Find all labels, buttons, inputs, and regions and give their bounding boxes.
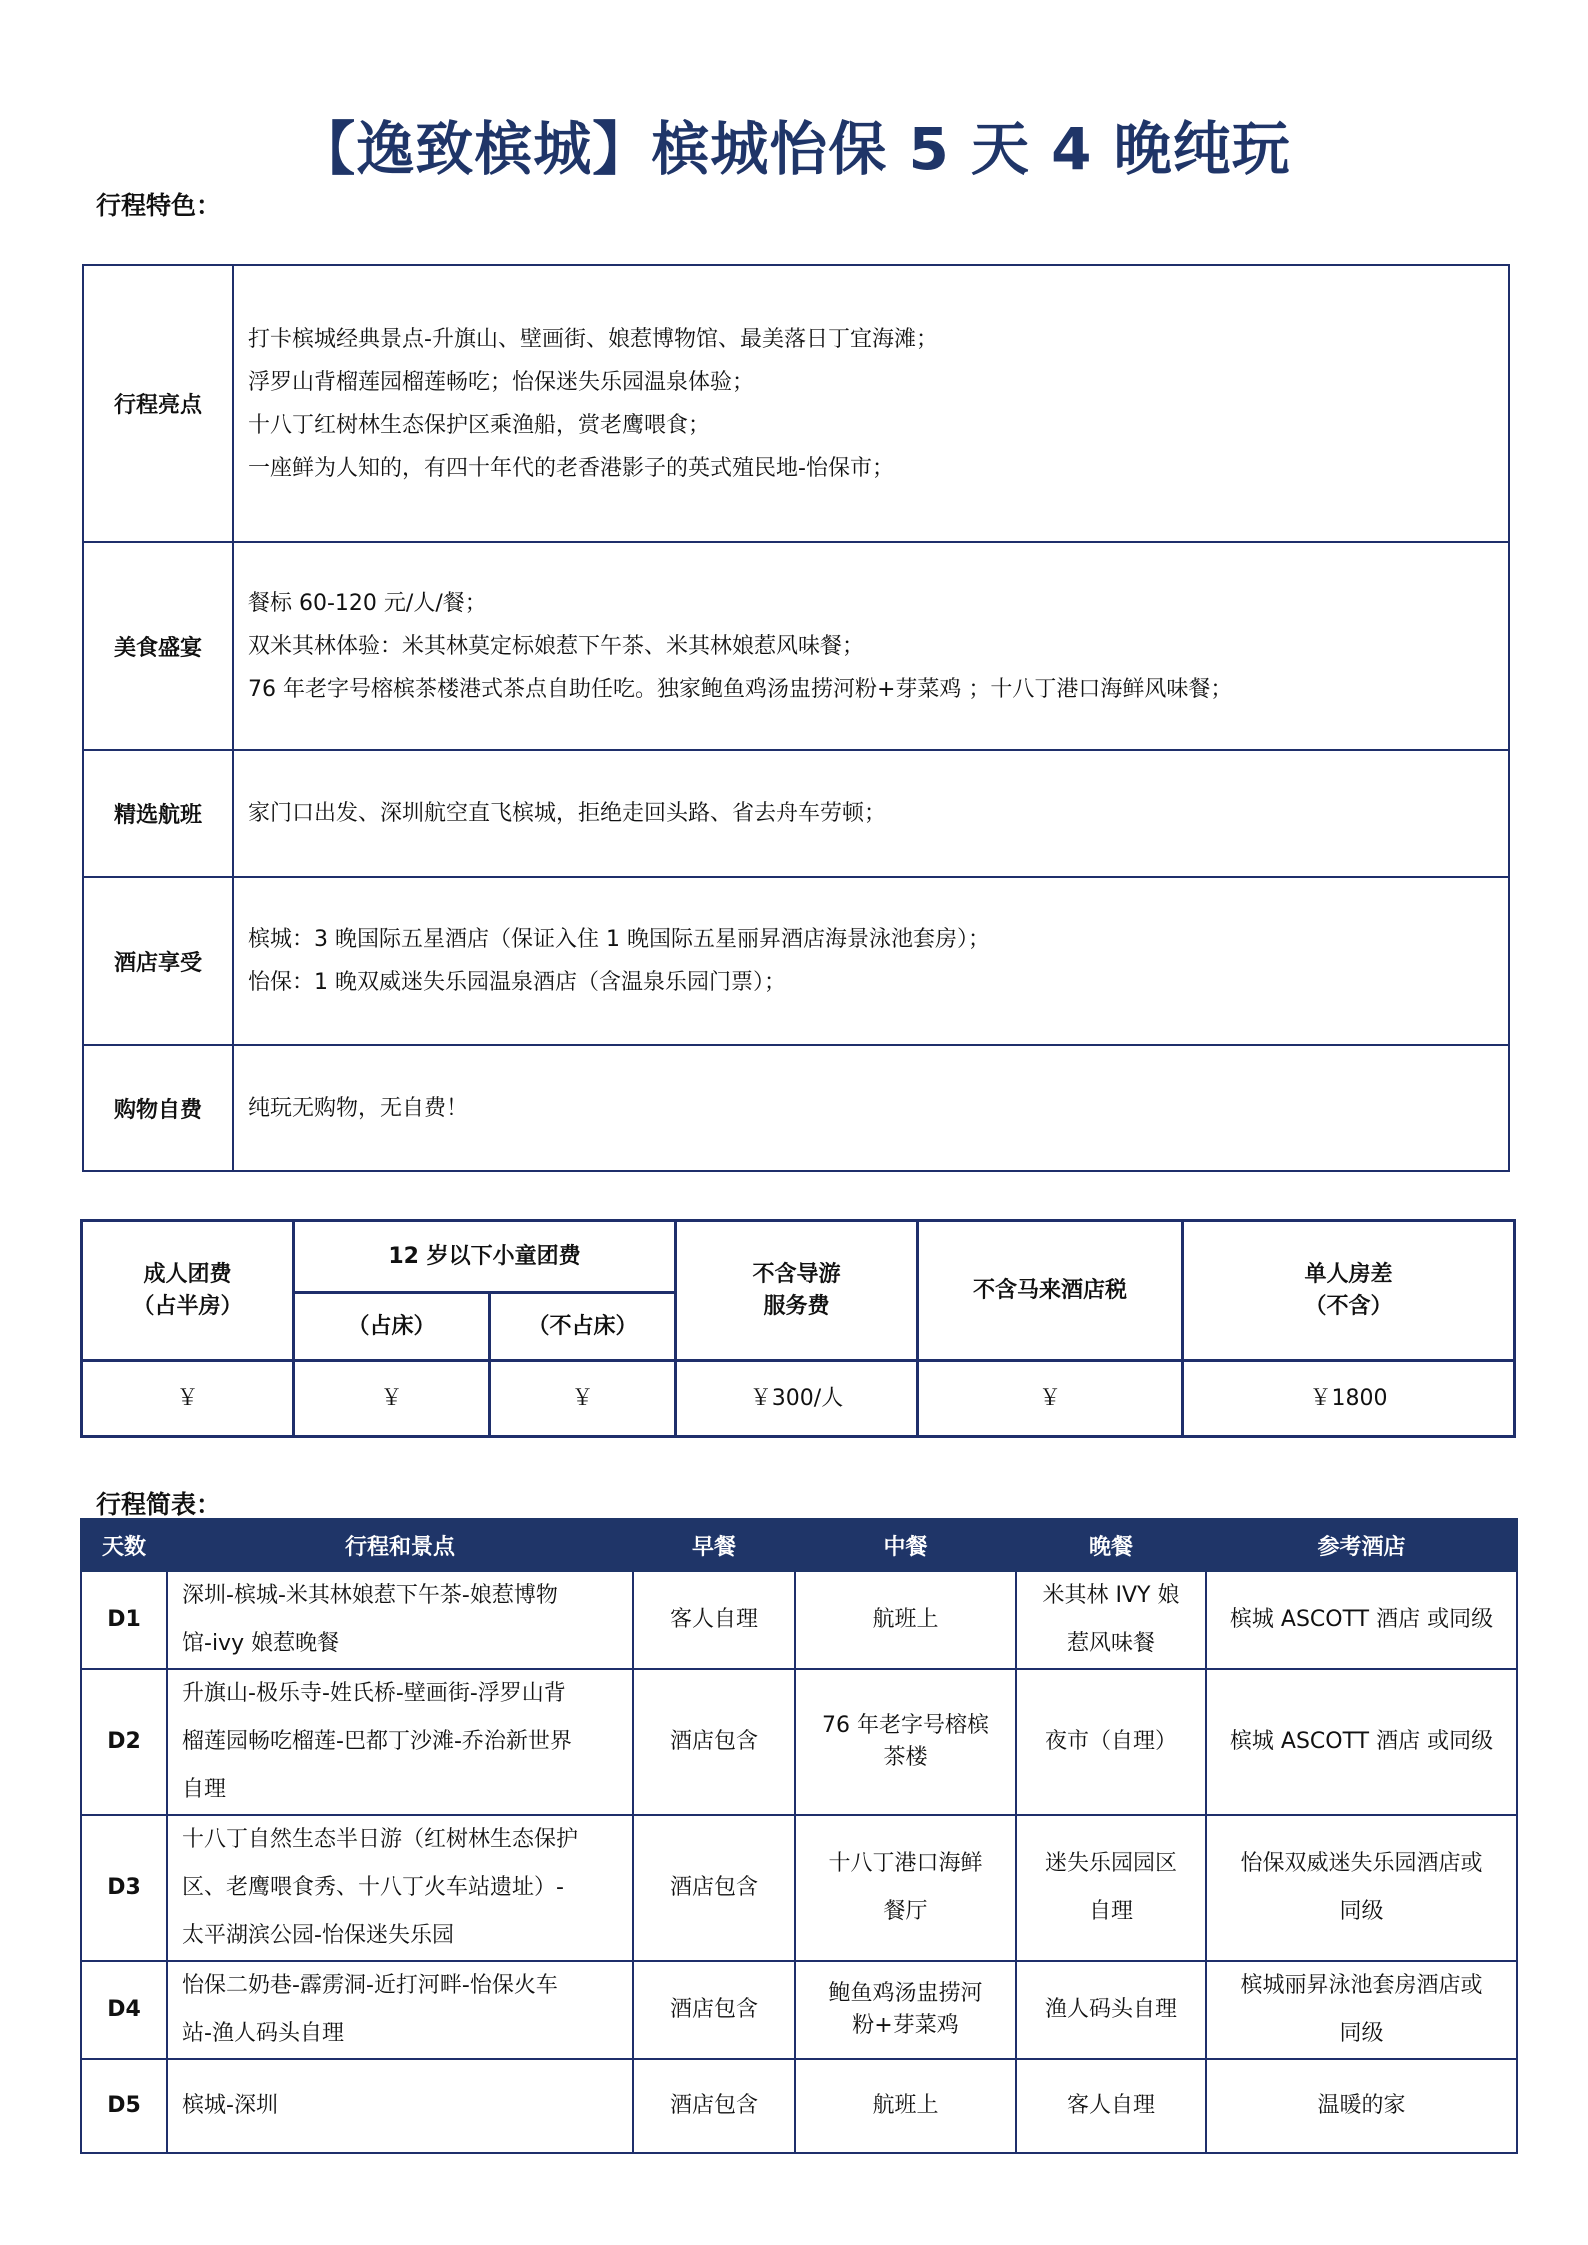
itinerary-header-row <box>81 1519 1517 1571</box>
route-line: 区、老鹰喂食秀、十八丁火车站遗址）- <box>182 1875 564 1900</box>
feature-row-shopping <box>83 1045 1509 1171</box>
feature-content <box>233 265 1509 542</box>
day-cell: D1 <box>81 1571 167 1669</box>
feature-line: 浮罗山背榴莲园榴莲畅吃；怡保迷失乐园温泉体验； <box>248 369 755 395</box>
feature-content <box>233 1045 1509 1171</box>
price-value-row <box>82 1361 1515 1437</box>
lunch-cell <box>795 1815 1016 1961</box>
route-line: 太平湖滨公园-怡保迷失乐园 <box>182 1923 454 1948</box>
route-cell <box>167 1961 633 2059</box>
feature-row-flight <box>83 750 1509 877</box>
price-value: ￥1800 <box>1183 1361 1515 1437</box>
dinner-line: 夜市（自理） <box>1044 1729 1177 1754</box>
feature-line: 家门口出发、深圳航空直飞槟城，拒绝走回头路、省去舟车劳顿； <box>248 801 887 826</box>
table-row <box>81 1571 1517 1669</box>
route-line: 深圳-槟城-米其林娘惹下午茶-娘惹博物 <box>182 1583 558 1608</box>
price-table <box>80 1219 1516 1438</box>
dinner-line: 惹风味餐 <box>1066 1631 1155 1656</box>
hotel-cell <box>1206 1571 1517 1669</box>
adult-fee-note: （占半房） <box>132 1293 243 1319</box>
single-supplement-title: 单人房差 <box>1304 1261 1393 1287</box>
feature-line: 一座鲜为人知的，有四十年代的老香港影子的英式殖民地-怡保市； <box>248 455 894 481</box>
feature-label: 美食盛宴 <box>83 542 233 750</box>
dinner-line: 迷失乐园园区 <box>1044 1851 1177 1876</box>
dinner-line: 自理 <box>1088 1899 1133 1924</box>
price-value: ￥ <box>918 1361 1183 1437</box>
feature-row-hotel <box>83 877 1509 1045</box>
feature-label: 精选航班 <box>83 750 233 877</box>
feature-content <box>233 750 1509 877</box>
table-row <box>81 2059 1517 2153</box>
breakfast-cell: 酒店包含 <box>633 2059 795 2153</box>
day-cell: D5 <box>81 2059 167 2153</box>
dinner-cell <box>1016 1815 1206 1961</box>
dinner-cell <box>1016 2059 1206 2153</box>
lunch-line: 茶楼 <box>883 1745 928 1770</box>
guide-fee-title: 不含导游 <box>752 1261 841 1287</box>
breakfast-cell: 酒店包含 <box>633 1961 795 2059</box>
features-section-label: 行程特色： <box>96 191 222 220</box>
dinner-line: 客人自理 <box>1066 2093 1155 2118</box>
feature-line: 十八丁红树林生态保护区乘渔船，赏老鹰喂食； <box>248 412 711 438</box>
hotel-cell <box>1206 2059 1517 2153</box>
feature-label: 购物自费 <box>83 1045 233 1171</box>
page-title: 【逸致槟城】槟城怡保 5 天 4 晚纯玩 <box>297 115 1291 183</box>
price-value: ￥ <box>82 1361 294 1437</box>
route-line: 怡保二奶巷-霹雳洞-近打河畔-怡保火车 <box>182 1973 558 1998</box>
hotel-tax-header: 不含马来酒店税 <box>918 1221 1183 1361</box>
dinner-cell <box>1016 1571 1206 1669</box>
feature-label: 行程亮点 <box>83 265 233 542</box>
breakfast-cell: 酒店包含 <box>633 1669 795 1815</box>
hotel-line: 同级 <box>1339 2021 1384 2046</box>
header-dinner: 晚餐 <box>1016 1519 1206 1571</box>
price-value: ￥300/人 <box>676 1361 918 1437</box>
header-breakfast: 早餐 <box>633 1519 795 1571</box>
hotel-cell <box>1206 1815 1517 1961</box>
hotel-line: 温暖的家 <box>1317 2093 1406 2118</box>
feature-row-food <box>83 542 1509 750</box>
adult-fee-header <box>82 1221 294 1361</box>
day-cell: D3 <box>81 1815 167 1961</box>
hotel-line: 槟城丽昇泳池套房酒店或 <box>1240 1973 1483 1998</box>
table-row <box>81 1815 1517 1961</box>
feature-row-highlights <box>83 265 1509 542</box>
feature-line: 餐标 60-120 元/人/餐； <box>248 590 487 616</box>
breakfast-cell: 酒店包含 <box>633 1815 795 1961</box>
header-hotel: 参考酒店 <box>1206 1519 1517 1571</box>
dinner-line: 米其林 IVY 娘 <box>1042 1583 1180 1608</box>
header-day: 天数 <box>81 1519 167 1571</box>
breakfast-cell: 客人自理 <box>633 1571 795 1669</box>
feature-line: 76 年老字号榕槟茶楼港式茶点自助任吃。独家鲍鱼鸡汤盅捞河粉+芽菜鸡 ；十八丁港口海鲜风味餐； <box>248 676 1233 702</box>
route-line: 十八丁自然生态半日游（红树林生态保护 <box>182 1827 579 1852</box>
table-row <box>81 1961 1517 2059</box>
itinerary-table <box>80 1518 1518 2154</box>
dinner-line: 渔人码头自理 <box>1044 1997 1177 2022</box>
header-route: 行程和景点 <box>167 1519 633 1571</box>
route-line: 榴莲园畅吃榴莲-巴都丁沙滩-乔治新世界 <box>182 1729 572 1754</box>
single-supplement-note: （不含） <box>1304 1293 1393 1319</box>
feature-line: 打卡槟城经典景点-升旗山、壁画街、娘惹博物馆、最美落日丁宜海滩； <box>248 326 938 352</box>
price-value: ￥ <box>490 1361 676 1437</box>
hotel-cell <box>1206 1961 1517 2059</box>
day-cell: D4 <box>81 1961 167 2059</box>
lunch-cell <box>795 2059 1016 2153</box>
child-nobed-header: （不占床） <box>490 1293 676 1361</box>
lunch-line: 粉+芽菜鸡 <box>852 2013 959 2038</box>
route-cell <box>167 1571 633 1669</box>
hotel-line: 槟城 ASCOTT 酒店 或同级 <box>1229 1607 1494 1632</box>
adult-fee-title: 成人团费 <box>143 1261 232 1287</box>
route-cell <box>167 2059 633 2153</box>
hotel-line: 怡保双威迷失乐园酒店或 <box>1240 1851 1483 1876</box>
lunch-line: 鲍鱼鸡汤盅捞河 <box>828 1981 983 2006</box>
route-cell <box>167 1669 633 1815</box>
header-lunch: 中餐 <box>795 1519 1016 1571</box>
features-table <box>82 264 1510 1172</box>
feature-content <box>233 877 1509 1045</box>
lunch-line: 航班上 <box>872 1607 939 1632</box>
lunch-cell <box>795 1571 1016 1669</box>
day-cell: D2 <box>81 1669 167 1815</box>
route-line: 槟城-深圳 <box>182 2093 278 2118</box>
lunch-cell <box>795 1669 1016 1815</box>
child-fee-header: 12 岁以下小童团费 <box>294 1221 676 1293</box>
dinner-cell <box>1016 1669 1206 1815</box>
single-supplement-header <box>1183 1221 1515 1361</box>
feature-line: 槟城：3 晚国际五星酒店（保证入住 1 晚国际五星丽昇酒店海景泳池套房）； <box>248 927 990 952</box>
lunch-line: 航班上 <box>872 2093 939 2118</box>
guide-fee-note: 服务费 <box>763 1293 830 1319</box>
route-line: 自理 <box>182 1777 227 1802</box>
itinerary-section-label: 行程简表： <box>96 1490 222 1519</box>
route-cell <box>167 1815 633 1961</box>
lunch-line: 十八丁港口海鲜 <box>828 1851 983 1876</box>
hotel-line: 槟城 ASCOTT 酒店 或同级 <box>1229 1729 1494 1754</box>
price-header-row <box>82 1221 1515 1293</box>
route-line: 馆-ivy 娘惹晚餐 <box>182 1631 340 1656</box>
feature-label: 酒店享受 <box>83 877 233 1045</box>
hotel-cell <box>1206 1669 1517 1815</box>
feature-line: 双米其林体验：米其林莫定标娘惹下午茶、米其林娘惹风味餐； <box>248 633 865 659</box>
lunch-cell <box>795 1961 1016 2059</box>
child-bed-header: （占床） <box>294 1293 490 1361</box>
price-value: ￥ <box>294 1361 490 1437</box>
route-line: 站-渔人码头自理 <box>182 2021 344 2046</box>
hotel-line: 同级 <box>1339 1899 1384 1924</box>
feature-content <box>233 542 1509 750</box>
guide-fee-header <box>676 1221 918 1361</box>
feature-line: 纯玩无购物，无自费！ <box>248 1095 469 1121</box>
lunch-line: 餐厅 <box>883 1899 928 1924</box>
route-line: 升旗山-极乐寺-姓氏桥-壁画街-浮罗山背 <box>182 1681 566 1706</box>
feature-line: 怡保：1 晚双威迷失乐园温泉酒店（含温泉乐园门票）； <box>248 970 786 995</box>
dinner-cell <box>1016 1961 1206 2059</box>
lunch-line: 76 年老字号榕槟 <box>822 1713 989 1738</box>
table-row <box>81 1669 1517 1815</box>
